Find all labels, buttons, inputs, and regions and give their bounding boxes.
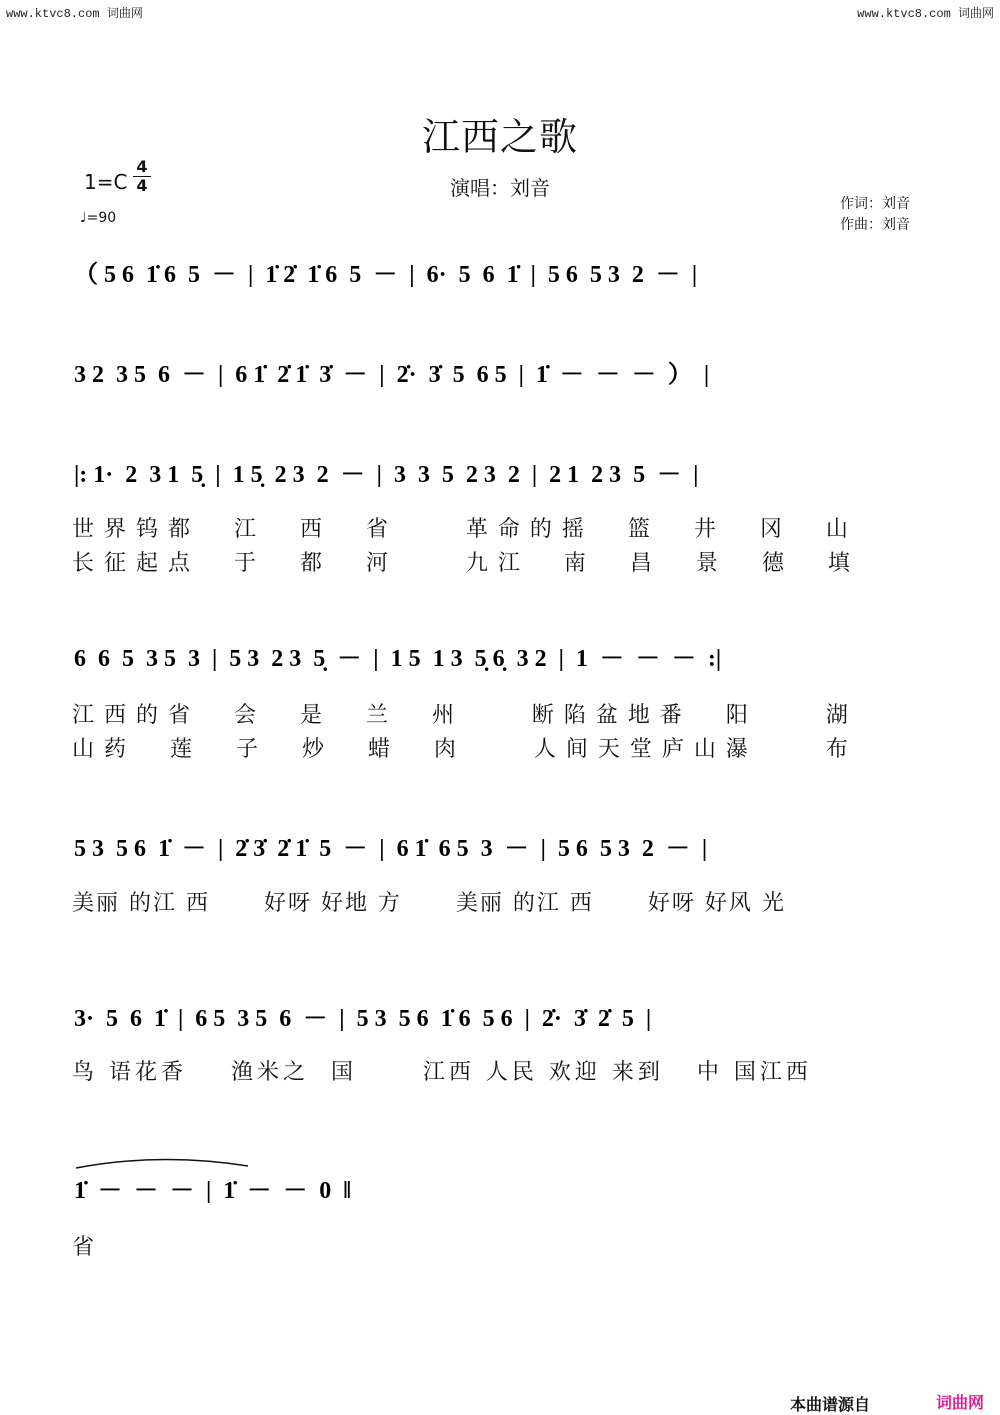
credits <box>840 194 910 236</box>
quarter-note-icon: ♩ <box>80 210 87 226</box>
notation-line-svg <box>70 452 940 498</box>
notation-line-svg <box>70 996 940 1042</box>
notation-text: |: 1· 2 3 1 5̣ | 1 5̣ 2 3 2 － | 3 3 5 2 3 2 | 2 1 2 3 5 － | <box>74 462 699 488</box>
lyric-line: 美丽 的江 西 好呀 好地 方 美丽 的江 西 好呀 好风 光 <box>72 891 786 916</box>
notation-text: 3 2 3 5 6 － | 6 1̇ 2̇ 1̇ 3̇ － | 2̇· 3̇ 5 6 5 | 1̇ － － － ） | <box>74 362 710 388</box>
lyric-line: 鸟 语花香 渔米之 国 江西 人民 欢迎 来到 中 国江西 <box>72 1060 812 1085</box>
notation-line-svg <box>70 636 940 682</box>
notation-text: 6 6 5 3 5 3 | 5 3 2 3 5̣ － | 1 5 1 3 5̣ 6̣ 3 2 | 1 － － － :| <box>74 646 722 672</box>
notation-line <box>70 826 940 872</box>
notation-line <box>70 252 940 298</box>
notation-line-svg <box>70 1168 490 1214</box>
tempo-marking <box>80 210 116 226</box>
notation-line-svg <box>70 826 940 872</box>
notation-line <box>70 636 940 682</box>
notation-text: （ 5 6 1̇ 6 5 － | 1̇ 2̇ 1̇ 6 5 － | 6· 5 6 1̇ | 5 6 5 3 2 － | <box>74 262 698 288</box>
notation-line <box>70 1168 490 1214</box>
time-signature-bottom: 4 <box>136 176 148 195</box>
tie-arc <box>76 1159 248 1168</box>
lyric-line: 世界钨都 江 西 省 革命的摇 篮 井 冈 山 <box>72 517 858 542</box>
lyricist: 作词：刘音 <box>840 196 910 212</box>
footer-brand: 词曲网 <box>936 1393 985 1412</box>
notation-text: 1̇ － － － | 1̇ － － 0 ‖ <box>74 1178 352 1204</box>
notation-text: 5 3 5 6 1̇ － | 2̇ 3̇ 2̇ 1̇ 5 － | 6 1̇ 6 5 3 － | 5 6 5 3 2 － | <box>74 836 708 862</box>
key-signature: 1=C <box>84 170 128 194</box>
lyric-line: 长征起点 于 都 河 九江 南 昌 景 德 填 <box>72 551 860 576</box>
tempo-value: =90 <box>86 210 117 226</box>
time-signature <box>133 158 151 195</box>
lyric-line: 省 <box>72 1235 105 1260</box>
lyric-line: 山药 莲 子 炒 蜡 肉 人间天堂庐山瀑 布 <box>72 737 858 762</box>
notation-line <box>70 352 940 398</box>
watermark-right: www.ktvc8.com 词曲网 <box>857 7 994 21</box>
song-title: 江西之歌 <box>421 115 578 159</box>
composer: 作曲：刘音 <box>840 217 910 233</box>
footer-source: 本曲谱源自 <box>790 1395 871 1414</box>
notation-line <box>70 452 940 498</box>
lyric-line: 江西的省 会 是 兰 州 断陷盆地番 阳 湖 <box>72 703 858 728</box>
notation-line <box>70 996 940 1042</box>
watermark-left: www.ktvc8.com 词曲网 <box>6 7 143 21</box>
notation-text: 3· 5 6 1̇ | 6 5 3 5 6 － | 5 3 5 6 1̇ 6 5 6 | 2̇· 3̇ 2̇ 5 | <box>74 1006 652 1032</box>
singer: 演唱：刘音 <box>450 176 550 200</box>
notation-line-svg <box>70 252 940 298</box>
notation-line-svg <box>70 352 940 398</box>
time-signature-top: 4 <box>136 157 148 176</box>
